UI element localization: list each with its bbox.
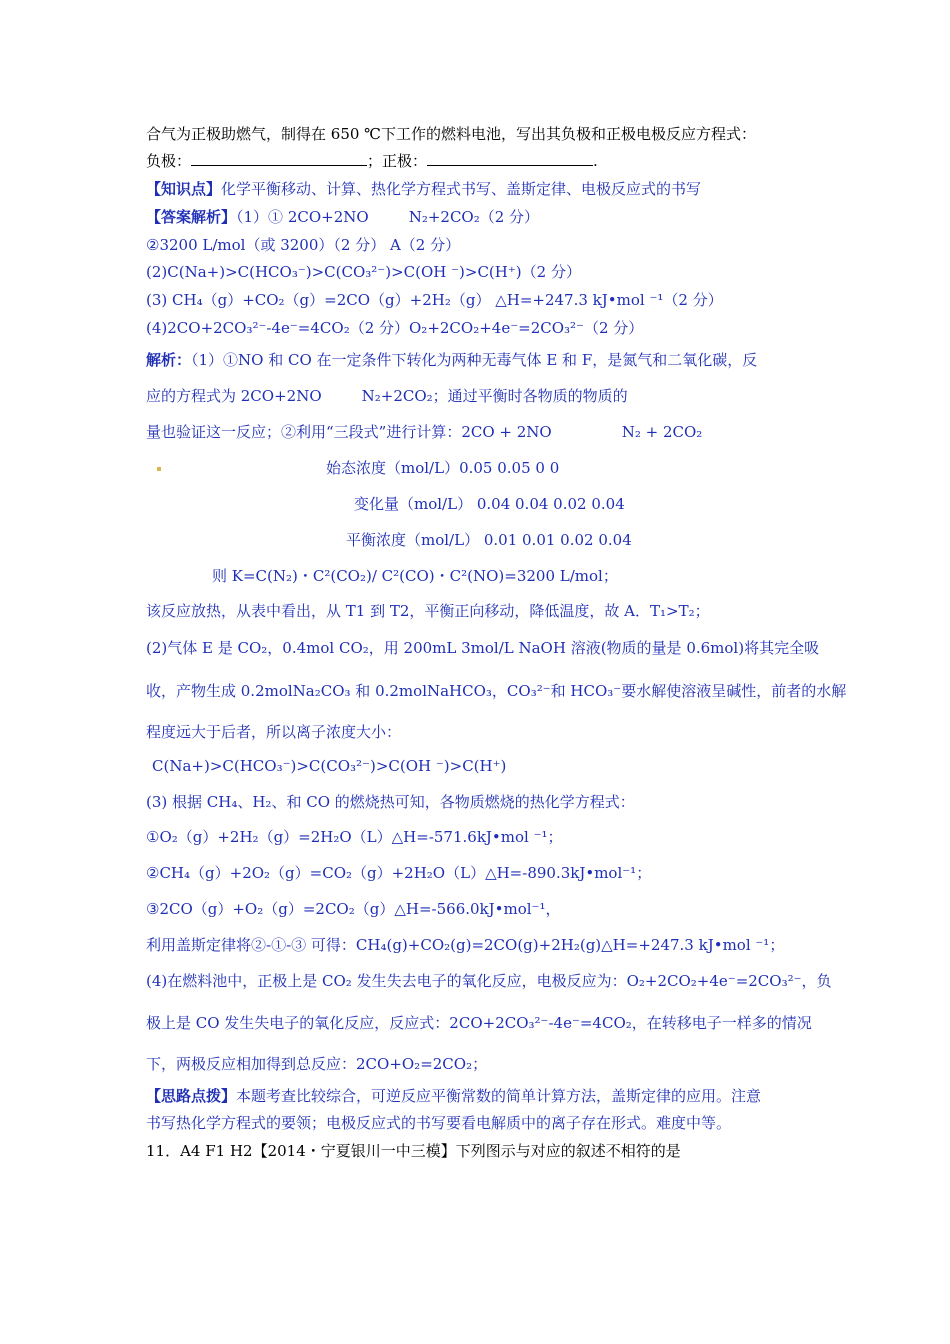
cathode-blank[interactable] [427,151,593,166]
analysis-line-part2-1: (2)气体 E 是 CO₂，0.4mol CO₂，用 200mL 3mol/L NaOH 溶液(物质的量是 0.6mol)将其完全吸 [146,639,820,657]
blank-end-period: . [593,152,598,170]
knowledge-points-line [146,179,701,199]
analysis-text-2a: 应的方程式为 2CO+2NO [146,387,322,405]
hint-text-1: 本题考查比较综合，可逆反应平衡常数的简单计算方法，盖斯定律的应用。注意 [236,1087,762,1105]
analysis-line-part4-2: 极上是 CO 发生失电子的氧化反应，反应式：2CO+2CO₃²⁻-4e⁻=4CO₂，在转移电子一样多的情况 [146,1014,812,1032]
table-row-initial: 始态浓度（mol/L）0.05 0.05 0 0 [326,459,560,477]
analysis-text-3b: N₂ + 2CO₂ [621,423,703,441]
analysis-line-part4-1: (4)在燃料池中，正极上是 CO₂ 发生失去电子的氧化反应，电极反应为：O₂+2CO₂+4e⁻=2CO₃²⁻，负 [146,972,832,990]
hint-line-1 [146,1086,761,1106]
k-expression: 则 K=C(N₂)・C²(CO₂)/ C²(CO)・C²(NO)=3200 L/mol； [212,567,618,585]
anode-label: 负极： [146,152,192,170]
analysis-tag: 解析： [146,351,192,369]
analysis-text-2b: N₂+2CO₂；通过平衡时各物质的物质的 [361,387,628,405]
equation-1: ①O₂（g）+2H₂（g）=2H₂O（L）△H=-571.6kJ•mol ⁻¹； [146,828,563,846]
answer-line-1 [146,207,539,227]
analysis-line-part4-3: 下，两极反应相加得到总反应：2CO+O₂=2CO₂； [146,1055,488,1073]
table-row-equilibrium: 平衡浓度（mol/L） 0.01 0.01 0.02 0.04 [346,531,632,549]
analysis-line-3 [146,422,702,442]
knowledge-points-text: 化学平衡移动、计算、热化学方程式书写、盖斯定律、电极反应式的书写 [221,180,702,198]
anode-blank[interactable] [191,151,367,166]
question-continuation: 合气为正极助燃气，制得在 650 ℃下工作的燃料电池，写出其负极和正极电极反应方程式： [146,125,756,143]
answer-analysis-tag: 【答案解析】 [146,208,237,226]
analysis-line-part2-3: 程度远大于后者，所以离子浓度大小： [146,723,402,741]
table-row-change: 变化量（mol/L） 0.04 0.04 0.02 0.04 [354,495,625,513]
knowledge-points-tag: 【知识点】 [146,180,222,198]
equation-2: ②CH₄（g）+2O₂（g）=CO₂（g）+2H₂O（L）△H=-890.3kJ•mol⁻¹； [146,864,652,882]
answer-1b: N₂+2CO₂（2 分） [408,208,540,226]
analysis-line-temp: 该反应放热，从表中看出，从 T1 到 T2，平衡正向移动，降低温度，故 A．T₁>T₂； [146,602,710,620]
equation-3: ③2CO（g）+O₂（g）=2CO₂（g）△H=-566.0kJ•mol⁻¹， [146,900,561,918]
next-question-title: 11．A4 F1 H2【2014・宁夏银川一中三模】下列图示与对应的叙述不相符的是 [146,1142,681,1160]
ion-order: C(Na+)>C(HCO₃⁻)>C(CO₃²⁻)>C(OH ⁻)>C(H⁺) [152,757,507,775]
analysis-line-1 [146,350,757,370]
hess-law-line: 利用盖斯定律将②-①-③ 可得：CH₄(g)+CO₂(g)=2CO(g)+2H₂(g)△H=+247.3 kJ•mol ⁻¹； [146,936,785,954]
hint-line-2: 书写热化学方程式的要领；电极反应式的书写要看电解质中的离子存在形式。难度中等。 [146,1114,732,1132]
answer-line-5: (4)2CO+2CO₃²⁻-4e⁻=4CO₂（2 分）O₂+2CO₂+4e⁻=2CO₃²⁻（2 分） [146,319,644,337]
analysis-text-1: （1）①NO 和 CO 在一定条件下转化为两种无毒气体 E 和 F，是氮气和二氧化碳，反 [191,351,758,369]
answer-line-4: (3) CH₄（g）+CO₂（g）=2CO（g）+2H₂（g） △H=+247.3 kJ•mol ⁻¹（2 分） [146,291,723,309]
hint-tag: 【思路点拨】 [146,1087,237,1105]
answer-blanks-line [146,151,598,171]
analysis-text-3a: 量也验证这一反应；②利用“三段式”进行计算：2CO + 2NO [146,423,552,441]
analysis-line-2 [146,386,628,406]
analysis-line-part3: (3) 根据 CH₄、H₂、和 CO 的燃烧热可知，各物质燃烧的热化学方程式： [146,793,635,811]
analysis-line-part2-2: 收，产物生成 0.2molNa₂CO₃ 和 0.2molNaHCO₃，CO₃²⁻和 HCO₃⁻要水解使溶液呈碱性，前者的水解 [146,682,847,700]
answer-line-2: ②3200 L/mol（或 3200）（2 分） A（2 分） [146,236,461,254]
answer-line-3: (2)C(Na+)>C(HCO₃⁻)>C(CO₃²⁻)>C(OH ⁻)>C(H⁺)（2 分） [146,263,581,281]
cathode-label: ；正极： [367,152,428,170]
answer-1a: （1）① 2CO+2NO [236,208,369,226]
small-marker [157,467,161,471]
